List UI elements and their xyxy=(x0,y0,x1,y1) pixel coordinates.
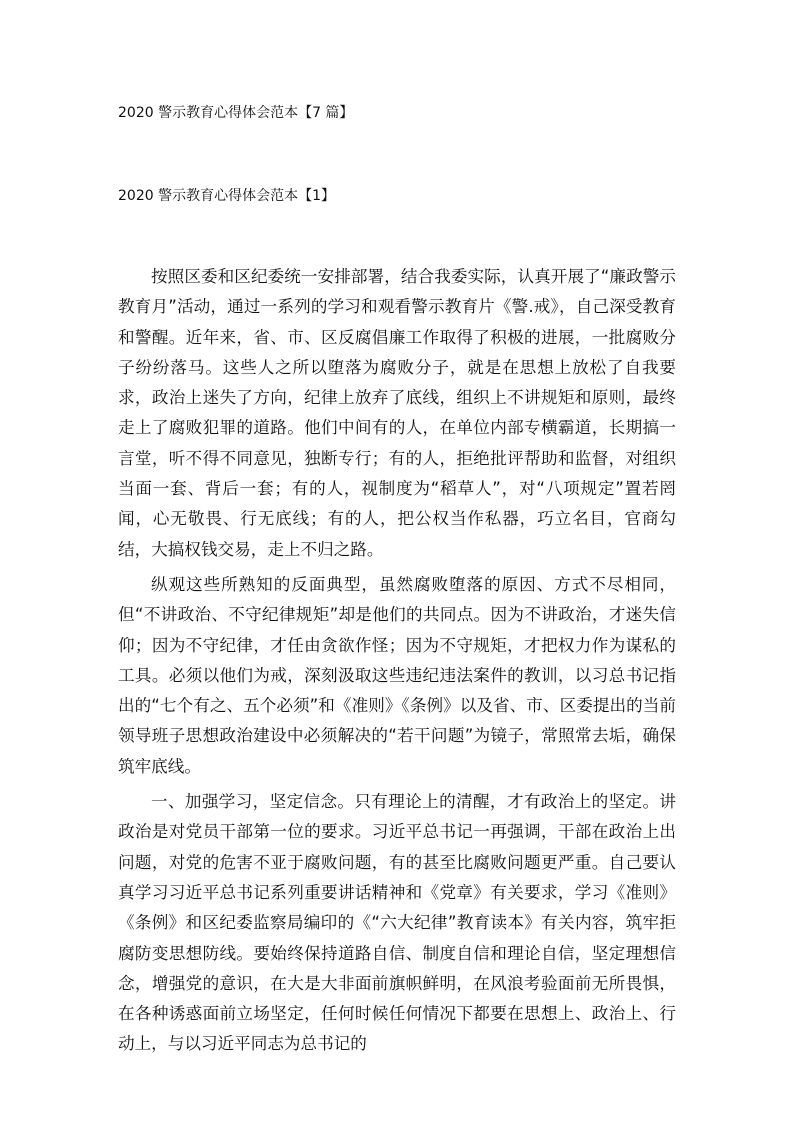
section-title: 2020 警示教育心得体会范本【1】 xyxy=(118,188,335,204)
paragraph-3: 一、加强学习，坚定信念。只有理论上的清醒，才有政治上的坚定。讲政治是对党员干部第一位的要求。习近平总书记一再强调，干部在政治上出问题，对党的危害不亚于腐败问题，有的甚至比腐败问题更严重。自己要认真学习习近平总书记系列重要讲话精神和《党章》有关要求，学习《准则》《条例》和区纪委监察局编印的《“六大纪律”教育读本》有关内容，筑牢拒腐防变思想防线。要始终保持道路自信、制度自信和理论自信，坚定理想信念，增强党的意识，在大是大非面前旗帜鲜明，在风浪考验面前无所畏惧，在各种诱惑面前立场坚定，任何时候任何情况下都要在思想上、政治上、行动上，与以习近平同志为总书记的 xyxy=(118,792,676,1054)
paragraph-1: 按照区委和区纪委统一安排部署，结合我委实际，认真开展了“廉政警示教育月”活动，通过一系列的学习和观看警示教育片《警.戒》，自己深受教育和警醒。近年来，省、市、区反腐倡廉工作取得了积极的进展，一批腐败分子纷纷落马。这些人之所以堕落为腐败分子，就是在思想上放松了自我要求，政治上迷失了方向，纪律上放弃了底线，组织上不讲规矩和原则，最终走上了腐败犯罪的道路。他们中间有的人，在单位内部专横霸道，长期搞一言堂，听不得不同意见，独断专行；有的人，拒绝批评帮助和监督，对组织当面一套、背后一套；有的人，视制度为“稻草人”，对“八项规定”置若罔闻，心无敬畏、行无底线；有的人，把公权当作私器，巧立名目，官商勾结，大搞权钱交易，走上不归之路。 xyxy=(118,267,676,559)
document-body xyxy=(118,262,676,1065)
document-title: 2020 警示教育心得体会范本【7 篇】 xyxy=(118,105,354,121)
paragraph-2: 纵观这些所熟知的反面典型，虽然腐败堕落的原因、方式不尽相同，但“不讲政治、不守纪律规矩”却是他们的共同点。因为不讲政治，才迷失信仰；因为不守纪律，才任由贪欲作怪；因为不守规矩，才把权力作为谋私的工具。必须以他们为戒，深刻汲取这些违纪违法案件的教训，以习总书记指出的“七个有之、五个必须”和《准则》《条例》以及省、市、区委提出的当前领导班子思想政治建设中必须解决的“若干问题”为镜子，常照常去垢，确保筑牢底线。 xyxy=(118,574,676,776)
